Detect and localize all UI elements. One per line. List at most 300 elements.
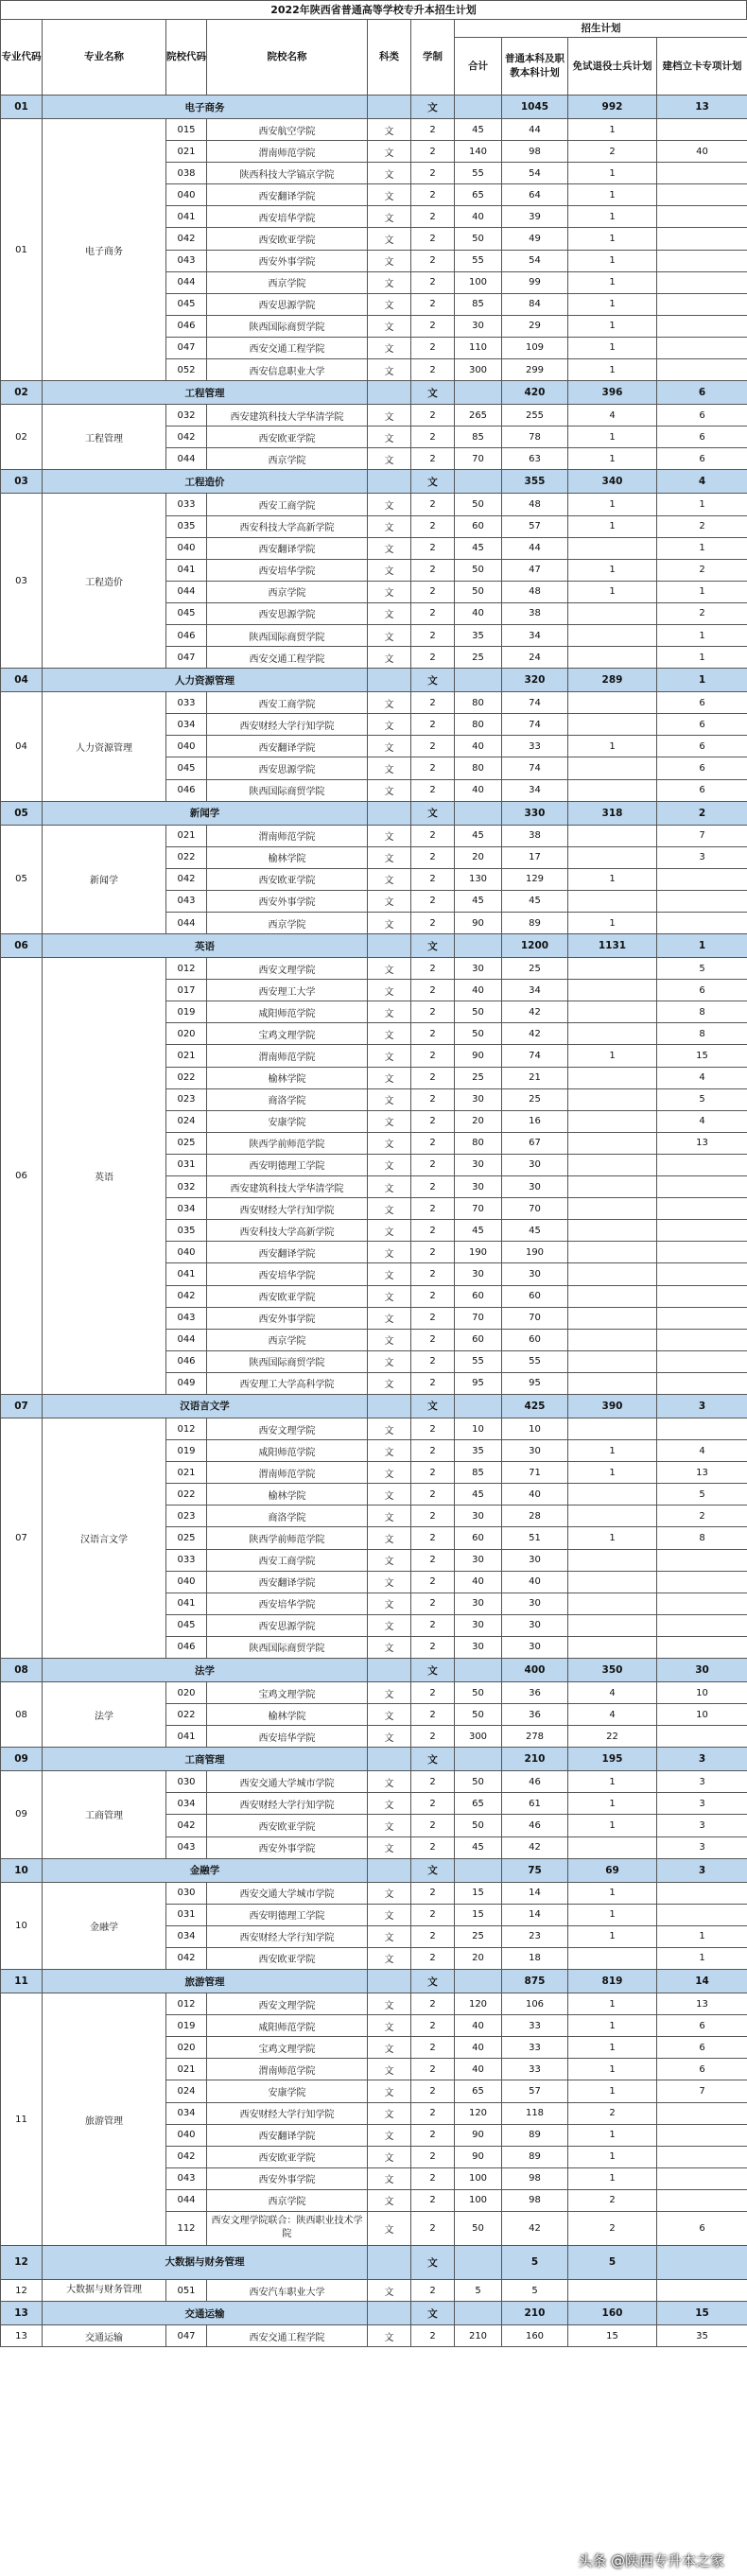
poverty-cell: 6 — [657, 2037, 747, 2059]
category-name: 旅游管理 — [43, 1970, 368, 1993]
total-cell: 40 — [455, 206, 502, 228]
total-cell: 30 — [455, 1636, 502, 1658]
duration-cell: 2 — [411, 559, 455, 581]
regular-cell: 40 — [502, 1571, 568, 1593]
school-code-cell: 047 — [166, 647, 207, 669]
category-blank — [368, 801, 411, 825]
school-code-cell: 020 — [166, 1023, 207, 1045]
regular-cell: 71 — [502, 1462, 568, 1484]
category-row — [1, 801, 747, 825]
regular-cell: 42 — [502, 1001, 568, 1023]
total-cell: 80 — [455, 1132, 502, 1154]
total-cell: 45 — [455, 1220, 502, 1242]
veteran-cell: 15 — [568, 2325, 657, 2347]
regular-cell: 44 — [502, 537, 568, 559]
category-veteran: 13 — [657, 96, 747, 119]
table-row — [1, 692, 747, 714]
school-code-cell: 044 — [166, 913, 207, 934]
total-cell: 50 — [455, 1023, 502, 1045]
total-cell: 35 — [455, 1440, 502, 1462]
subject-cell: 文 — [368, 1947, 411, 1969]
category-blank — [368, 1659, 411, 1682]
category-regular: 69 — [568, 1858, 657, 1882]
veteran-cell: 1 — [568, 250, 657, 271]
header-duration: 学制 — [411, 20, 455, 96]
subject-cell: 文 — [368, 2146, 411, 2167]
total-cell: 20 — [455, 1947, 502, 1969]
poverty-cell — [657, 1593, 747, 1614]
regular-cell: 33 — [502, 2059, 568, 2080]
subject-cell: 文 — [368, 1285, 411, 1307]
poverty-cell — [657, 868, 747, 890]
veteran-cell: 1 — [568, 426, 657, 448]
category-regular: 340 — [568, 470, 657, 494]
poverty-cell: 1 — [657, 647, 747, 669]
poverty-cell — [657, 228, 747, 250]
regular-cell: 16 — [502, 1110, 568, 1132]
duration-cell: 2 — [411, 1154, 455, 1175]
school-name-cell: 西安理工大学高科学院 — [207, 1372, 368, 1394]
category-name: 工商管理 — [43, 1748, 368, 1771]
total-cell: 300 — [455, 1726, 502, 1748]
total-cell: 80 — [455, 692, 502, 714]
category-blank — [368, 934, 411, 958]
poverty-cell — [657, 1198, 747, 1220]
poverty-cell: 8 — [657, 1023, 747, 1045]
category-row — [1, 1748, 747, 1771]
subject-cell: 文 — [368, 250, 411, 271]
total-cell: 20 — [455, 846, 502, 868]
school-name-cell: 西安明德理工学院 — [207, 1904, 368, 1925]
school-name-cell: 西安翻译学院 — [207, 537, 368, 559]
subject-cell: 文 — [368, 2189, 411, 2211]
poverty-cell: 3 — [657, 1771, 747, 1793]
veteran-cell: 4 — [568, 1704, 657, 1726]
poverty-cell: 6 — [657, 714, 747, 736]
duration-cell: 2 — [411, 184, 455, 206]
duration-cell: 2 — [411, 1793, 455, 1815]
poverty-cell: 8 — [657, 1001, 747, 1023]
veteran-cell — [568, 1132, 657, 1154]
category-row — [1, 96, 747, 119]
school-code-cell: 025 — [166, 1527, 207, 1549]
poverty-cell: 10 — [657, 1682, 747, 1704]
poverty-cell: 35 — [657, 2325, 747, 2347]
school-code-cell: 034 — [166, 714, 207, 736]
total-cell: 30 — [455, 1549, 502, 1571]
poverty-cell: 1 — [657, 624, 747, 646]
regular-cell: 48 — [502, 494, 568, 515]
duration-cell: 2 — [411, 602, 455, 624]
school-code-cell: 035 — [166, 515, 207, 537]
veteran-cell: 1 — [568, 1462, 657, 1484]
school-code-cell: 041 — [166, 559, 207, 581]
school-name-cell: 西安欧亚学院 — [207, 1815, 368, 1836]
category-total: 425 — [502, 1394, 568, 1418]
veteran-cell: 1 — [568, 271, 657, 293]
regular-cell: 33 — [502, 736, 568, 757]
veteran-cell — [568, 779, 657, 801]
school-code-cell: 042 — [166, 1815, 207, 1836]
category-total: 210 — [502, 1748, 568, 1771]
duration-cell: 2 — [411, 1350, 455, 1372]
total-cell: 30 — [455, 958, 502, 980]
school-name-cell: 榆林学院 — [207, 846, 368, 868]
category-total: 420 — [502, 381, 568, 405]
poverty-cell: 10 — [657, 1704, 747, 1726]
duration-cell: 2 — [411, 1285, 455, 1307]
veteran-cell: 1 — [568, 228, 657, 250]
veteran-cell — [568, 890, 657, 912]
poverty-cell — [657, 1307, 747, 1329]
school-code-cell: 022 — [166, 1484, 207, 1506]
total-cell: 80 — [455, 714, 502, 736]
school-code-cell: 041 — [166, 206, 207, 228]
total-cell: 40 — [455, 736, 502, 757]
veteran-cell — [568, 537, 657, 559]
school-code-cell: 022 — [166, 1067, 207, 1088]
poverty-cell — [657, 1904, 747, 1925]
school-code-cell: 043 — [166, 1307, 207, 1329]
school-name-cell: 西安思源学院 — [207, 293, 368, 315]
total-cell: 15 — [455, 1904, 502, 1925]
subject-cell: 文 — [368, 359, 411, 381]
total-cell: 55 — [455, 1350, 502, 1372]
veteran-cell — [568, 1023, 657, 1045]
category-blank — [455, 934, 502, 958]
total-cell: 50 — [455, 228, 502, 250]
duration-cell: 2 — [411, 825, 455, 846]
school-code-cell: 045 — [166, 293, 207, 315]
duration-cell: 2 — [411, 206, 455, 228]
duration-cell: 2 — [411, 2124, 455, 2146]
subject-cell: 文 — [368, 206, 411, 228]
subject-cell: 文 — [368, 1836, 411, 1858]
regular-cell: 48 — [502, 581, 568, 602]
table-row — [1, 1882, 747, 1904]
veteran-cell — [568, 1198, 657, 1220]
total-cell: 10 — [455, 1418, 502, 1439]
school-name-cell: 西安欧亚学院 — [207, 868, 368, 890]
category-row — [1, 1394, 747, 1418]
total-cell: 190 — [455, 1242, 502, 1263]
category-blank — [455, 470, 502, 494]
veteran-cell: 22 — [568, 1726, 657, 1748]
category-regular: 350 — [568, 1659, 657, 1682]
poverty-cell — [657, 2189, 747, 2211]
school-name-cell: 陕西国际商贸学院 — [207, 1350, 368, 1372]
duration-cell: 2 — [411, 1636, 455, 1658]
duration-cell: 2 — [411, 624, 455, 646]
category-subject: 文 — [411, 1970, 455, 1993]
category-blank — [455, 1659, 502, 1682]
major-code-cell: 02 — [1, 405, 43, 470]
duration-cell: 2 — [411, 1506, 455, 1527]
regular-cell: 45 — [502, 890, 568, 912]
subject-cell: 文 — [368, 494, 411, 515]
school-code-cell: 012 — [166, 958, 207, 980]
subject-cell: 文 — [368, 1350, 411, 1372]
veteran-cell — [568, 714, 657, 736]
subject-cell: 文 — [368, 1904, 411, 1925]
total-cell: 30 — [455, 1176, 502, 1198]
category-row — [1, 2245, 747, 2279]
school-code-cell: 044 — [166, 271, 207, 293]
table-row — [1, 958, 747, 980]
duration-cell: 2 — [411, 337, 455, 358]
regular-cell: 84 — [502, 293, 568, 315]
total-cell: 70 — [455, 1198, 502, 1220]
category-row — [1, 669, 747, 692]
category-row — [1, 1970, 747, 1993]
major-name-cell: 金融学 — [43, 1882, 166, 1969]
school-name-cell: 榆林学院 — [207, 1704, 368, 1726]
major-name-cell: 人力资源管理 — [43, 692, 166, 801]
category-name: 英语 — [43, 934, 368, 958]
regular-cell: 98 — [502, 141, 568, 163]
total-cell: 30 — [455, 1154, 502, 1175]
poverty-cell: 5 — [657, 1484, 747, 1506]
school-name-cell: 西安外事学院 — [207, 250, 368, 271]
major-name-cell: 法学 — [43, 1682, 166, 1748]
regular-cell: 89 — [502, 913, 568, 934]
poverty-cell: 5 — [657, 1088, 747, 1110]
total-cell: 45 — [455, 890, 502, 912]
table-row — [1, 1418, 747, 1439]
subject-cell: 文 — [368, 337, 411, 358]
poverty-cell: 3 — [657, 846, 747, 868]
poverty-cell — [657, 890, 747, 912]
total-cell: 85 — [455, 426, 502, 448]
poverty-cell — [657, 1372, 747, 1394]
category-veteran: 3 — [657, 1858, 747, 1882]
school-name-cell: 西安财经大学行知学院 — [207, 714, 368, 736]
total-cell: 40 — [455, 602, 502, 624]
school-code-cell: 024 — [166, 1110, 207, 1132]
school-name-cell: 陕西科技大学镐京学院 — [207, 163, 368, 184]
duration-cell: 2 — [411, 1947, 455, 1969]
category-blank — [455, 1970, 502, 1993]
category-subject: 文 — [411, 1394, 455, 1418]
regular-cell: 30 — [502, 1263, 568, 1285]
regular-cell: 30 — [502, 1614, 568, 1636]
regular-cell: 17 — [502, 846, 568, 868]
duration-cell: 2 — [411, 359, 455, 381]
subject-cell: 文 — [368, 2102, 411, 2124]
school-code-cell: 034 — [166, 1793, 207, 1815]
subject-cell: 文 — [368, 1132, 411, 1154]
school-code-cell: 034 — [166, 1925, 207, 1947]
regular-cell: 38 — [502, 602, 568, 624]
duration-cell: 2 — [411, 1484, 455, 1506]
regular-cell: 25 — [502, 958, 568, 980]
school-code-cell: 043 — [166, 250, 207, 271]
regular-cell: 33 — [502, 2015, 568, 2037]
school-code-cell: 042 — [166, 228, 207, 250]
poverty-cell: 1 — [657, 581, 747, 602]
total-cell: 60 — [455, 1329, 502, 1350]
school-name-cell: 西安建筑科技大学华清学院 — [207, 1176, 368, 1198]
subject-cell: 文 — [368, 1993, 411, 2015]
school-name-cell: 西安文理学院联合：陕西职业技术学院 — [207, 2211, 368, 2245]
category-total: 5 — [502, 2245, 568, 2279]
subject-cell: 文 — [368, 2211, 411, 2245]
duration-cell: 2 — [411, 448, 455, 470]
subject-cell: 文 — [368, 1682, 411, 1704]
school-name-cell: 咸阳师范学院 — [207, 1001, 368, 1023]
category-code: 03 — [1, 470, 43, 494]
subject-cell: 文 — [368, 1704, 411, 1726]
subject-cell: 文 — [368, 1506, 411, 1527]
duration-cell: 2 — [411, 141, 455, 163]
poverty-cell — [657, 119, 747, 141]
veteran-cell — [568, 692, 657, 714]
category-code: 02 — [1, 381, 43, 405]
total-cell: 55 — [455, 163, 502, 184]
subject-cell: 文 — [368, 1088, 411, 1110]
duration-cell: 2 — [411, 2167, 455, 2189]
category-name: 交通运输 — [43, 2302, 368, 2325]
school-code-cell: 041 — [166, 1726, 207, 1748]
poverty-cell: 15 — [657, 1045, 747, 1067]
veteran-cell — [568, 647, 657, 669]
subject-cell: 文 — [368, 1154, 411, 1175]
regular-cell: 89 — [502, 2146, 568, 2167]
school-code-cell: 021 — [166, 825, 207, 846]
category-name: 大数据与财务管理 — [43, 2245, 368, 2279]
total-cell: 50 — [455, 559, 502, 581]
poverty-cell: 6 — [657, 757, 747, 779]
regular-cell: 278 — [502, 1726, 568, 1748]
school-code-cell: 021 — [166, 141, 207, 163]
category-subject: 文 — [411, 2245, 455, 2279]
school-name-cell: 陕西国际商贸学院 — [207, 315, 368, 337]
major-name-cell: 工程管理 — [43, 405, 166, 470]
school-code-cell: 047 — [166, 337, 207, 358]
subject-cell: 文 — [368, 1045, 411, 1067]
subject-cell: 文 — [368, 980, 411, 1001]
school-code-cell: 042 — [166, 868, 207, 890]
total-cell: 70 — [455, 448, 502, 470]
category-code: 10 — [1, 1858, 43, 1882]
category-regular: 5 — [568, 2245, 657, 2279]
duration-cell: 2 — [411, 1263, 455, 1285]
duration-cell: 2 — [411, 1418, 455, 1439]
school-name-cell: 西安信息职业大学 — [207, 359, 368, 381]
total-cell: 130 — [455, 868, 502, 890]
subject-cell: 文 — [368, 2124, 411, 2146]
veteran-cell — [568, 1263, 657, 1285]
veteran-cell — [568, 1372, 657, 1394]
category-subject: 文 — [411, 669, 455, 692]
regular-cell: 36 — [502, 1704, 568, 1726]
school-name-cell: 西安建筑科技大学华清学院 — [207, 405, 368, 426]
total-cell: 45 — [455, 119, 502, 141]
veteran-cell: 2 — [568, 2189, 657, 2211]
school-name-cell: 西安外事学院 — [207, 1836, 368, 1858]
category-subject: 文 — [411, 1659, 455, 1682]
subject-cell: 文 — [368, 271, 411, 293]
veteran-cell: 1 — [568, 1793, 657, 1815]
regular-cell: 25 — [502, 1088, 568, 1110]
category-regular: 160 — [568, 2302, 657, 2325]
category-name: 工程造价 — [43, 470, 368, 494]
school-code-cell: 034 — [166, 2102, 207, 2124]
category-subject: 文 — [411, 1858, 455, 1882]
school-name-cell: 西安翻译学院 — [207, 184, 368, 206]
poverty-cell: 8 — [657, 1527, 747, 1549]
poverty-cell — [657, 1726, 747, 1748]
duration-cell: 2 — [411, 913, 455, 934]
school-code-cell: 041 — [166, 1263, 207, 1285]
poverty-cell — [657, 1882, 747, 1904]
major-name-cell: 大数据与财务管理 — [43, 2279, 166, 2301]
duration-cell: 2 — [411, 1001, 455, 1023]
school-code-cell: 040 — [166, 184, 207, 206]
subject-cell: 文 — [368, 1636, 411, 1658]
regular-cell: 61 — [502, 1793, 568, 1815]
poverty-cell — [657, 1154, 747, 1175]
category-blank — [368, 669, 411, 692]
veteran-cell — [568, 1154, 657, 1175]
school-name-cell: 西安翻译学院 — [207, 1242, 368, 1263]
major-name-cell: 电子商务 — [43, 119, 166, 381]
poverty-cell — [657, 2167, 747, 2189]
category-blank — [455, 1748, 502, 1771]
school-name-cell: 陕西国际商贸学院 — [207, 1636, 368, 1658]
veteran-cell: 1 — [568, 1993, 657, 2015]
regular-cell: 14 — [502, 1904, 568, 1925]
enrollment-plan-table — [0, 19, 747, 2347]
category-veteran: 2 — [657, 801, 747, 825]
poverty-cell: 2 — [657, 559, 747, 581]
table-row — [1, 2325, 747, 2347]
total-cell: 30 — [455, 1593, 502, 1614]
header-poverty: 建档立卡专项计划 — [657, 38, 747, 96]
category-subject: 文 — [411, 470, 455, 494]
poverty-cell: 4 — [657, 1110, 747, 1132]
category-blank — [455, 2302, 502, 2325]
veteran-cell: 1 — [568, 184, 657, 206]
school-code-cell: 042 — [166, 1947, 207, 1969]
category-veteran: 3 — [657, 1394, 747, 1418]
subject-cell: 文 — [368, 515, 411, 537]
subject-cell: 文 — [368, 2279, 411, 2301]
header-total: 合计 — [455, 38, 502, 96]
subject-cell: 文 — [368, 315, 411, 337]
category-subject: 文 — [411, 2302, 455, 2325]
school-code-cell: 031 — [166, 1154, 207, 1175]
school-name-cell: 渭南师范学院 — [207, 1045, 368, 1067]
subject-cell: 文 — [368, 1462, 411, 1484]
major-name-cell: 工程造价 — [43, 494, 166, 669]
duration-cell: 2 — [411, 1088, 455, 1110]
school-code-cell: 052 — [166, 359, 207, 381]
regular-cell: 299 — [502, 359, 568, 381]
poverty-cell — [657, 250, 747, 271]
school-name-cell: 渭南师范学院 — [207, 2059, 368, 2080]
total-cell: 50 — [455, 581, 502, 602]
school-code-cell: 017 — [166, 980, 207, 1001]
regular-cell: 34 — [502, 779, 568, 801]
subject-cell: 文 — [368, 1549, 411, 1571]
major-code-cell: 03 — [1, 494, 43, 669]
total-cell: 50 — [455, 1704, 502, 1726]
category-code: 09 — [1, 1748, 43, 1771]
category-name: 金融学 — [43, 1858, 368, 1882]
school-code-cell: 019 — [166, 2015, 207, 2037]
subject-cell: 文 — [368, 1263, 411, 1285]
